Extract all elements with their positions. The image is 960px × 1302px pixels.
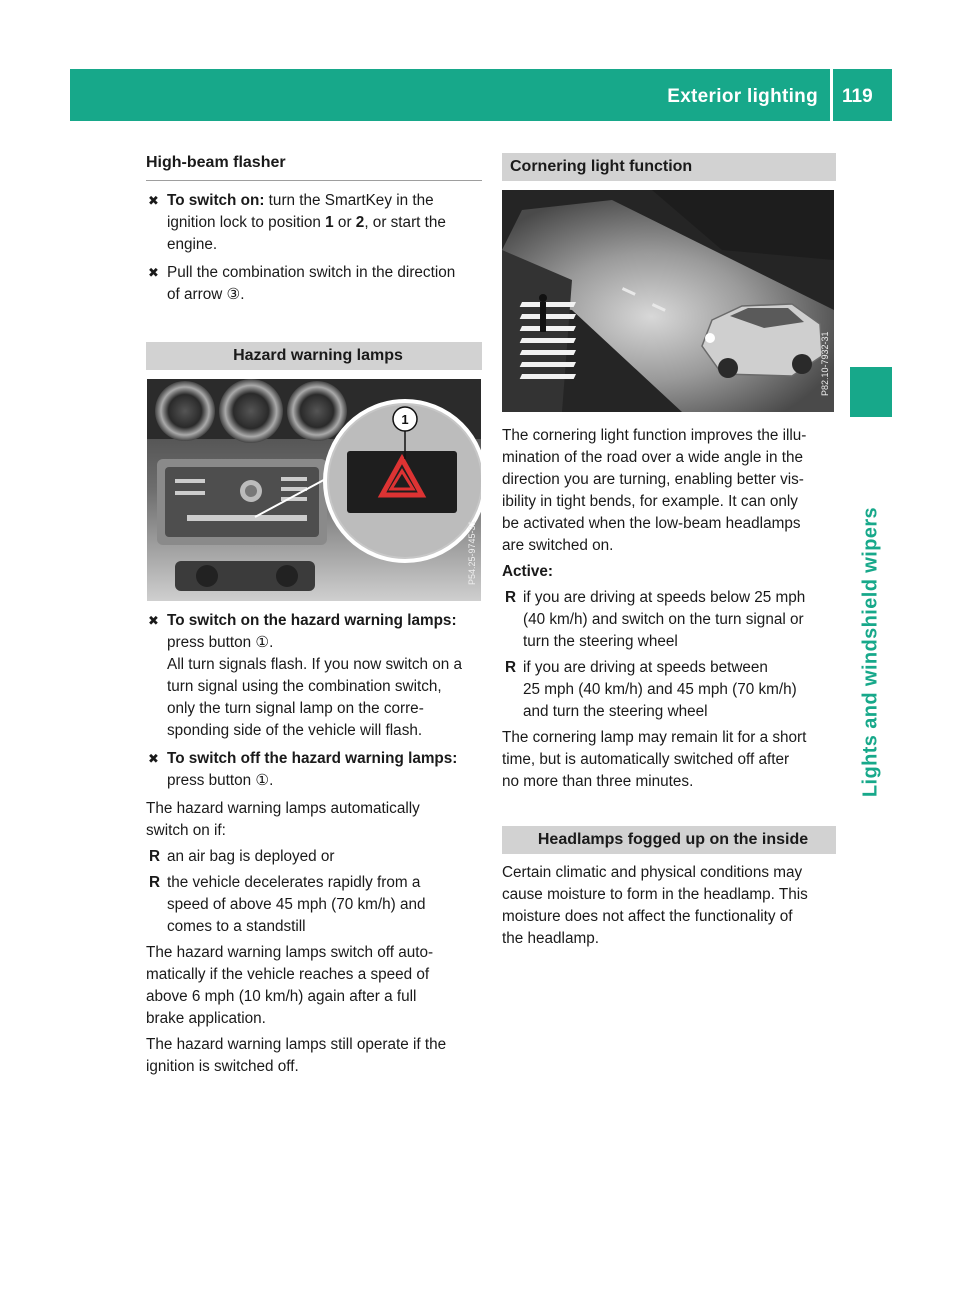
cornering-bullet-2 <box>502 657 836 723</box>
step-label: To switch off the hazard warning lamps: <box>167 750 458 767</box>
paragraph-line: The hazard warning lamps automatically <box>146 800 420 817</box>
step-text: or <box>333 214 356 231</box>
step-label: To switch on the hazard warning lamps: <box>167 612 457 629</box>
headlamps-section <box>502 826 836 954</box>
paragraph-line: moisture does not affect the functionality of <box>502 908 793 925</box>
hazard-image-code: P54.25-9745-31 <box>467 520 477 585</box>
cornering-section <box>502 153 836 181</box>
paragraph-line: the headlamp. <box>502 930 599 947</box>
step-text: press button ①. <box>167 634 274 651</box>
hazard-step-off <box>146 748 482 792</box>
paragraph-line: Certain climatic and physical conditions may <box>502 864 803 881</box>
step-label: To switch on: <box>167 192 265 209</box>
headlamps-heading: Headlamps fogged up on the inside <box>502 826 836 854</box>
high-beam-heading: High-beam flasher <box>146 152 482 181</box>
headlamps-paragraph <box>502 862 836 950</box>
bullet-text: if you are driving at speeds between <box>523 659 768 676</box>
hazard-bullet-1 <box>146 846 482 868</box>
bullet-icon: R <box>505 659 517 676</box>
hazard-bullet-2 <box>146 872 482 938</box>
step-arrow-icon: ✖ <box>148 265 159 280</box>
cornering-heading: Cornering light function <box>502 153 836 181</box>
paragraph-line: be activated when the low-beam headlamps <box>502 515 801 532</box>
bullet-text: 25 mph (40 km/h) and 45 mph (70 km/h) <box>523 681 797 698</box>
cornering-bullet-1 <box>502 587 836 653</box>
step-text: engine. <box>167 236 218 253</box>
bullet-icon: R <box>505 589 517 606</box>
cornering-light-figure <box>502 190 834 412</box>
paragraph-line: time, but is automatically switched off after <box>502 751 790 768</box>
bullet-icon: R <box>149 848 161 865</box>
paragraph-line: direction you are turning, enabling better vis- <box>502 471 804 488</box>
paragraph-line: cause moisture to form in the headlamp. This <box>502 886 808 903</box>
bullet-text: speed of above 45 mph (70 km/h) and <box>167 896 426 913</box>
step-text: Pull the combination switch in the direction <box>167 264 456 281</box>
hazard-step-on <box>146 610 482 742</box>
bullet-text: if you are driving at speeds below 25 mph <box>523 589 806 606</box>
bullet-icon: R <box>149 874 161 891</box>
step-arrow-icon: ✖ <box>148 613 159 628</box>
callout-1: 1 <box>401 412 409 427</box>
paragraph-line: The hazard warning lamps switch off auto- <box>146 944 434 961</box>
paragraph-line: The cornering lamp may remain lit for a short <box>502 729 807 746</box>
paragraph-line: are switched on. <box>502 537 614 554</box>
high-beam-step-1 <box>146 190 482 256</box>
step-text: press button ①. <box>167 772 274 789</box>
bullet-text: comes to a standstill <box>167 918 306 935</box>
page-number: 119 <box>842 86 873 107</box>
step-arrow-icon: ✖ <box>148 751 159 766</box>
paragraph-line: The hazard warning lamps still operate if the <box>146 1036 447 1053</box>
paragraph-line: switch on if: <box>146 822 226 839</box>
hazard-dashboard-figure <box>147 379 481 601</box>
bullet-text: the vehicle decelerates rapidly from a <box>167 874 421 891</box>
hazard-section <box>146 342 482 370</box>
hazard-still-paragraph <box>146 1034 482 1078</box>
paragraph-line: ignition is switched off. <box>146 1058 299 1075</box>
cornering-paragraph-2 <box>502 727 836 793</box>
side-tab-label: Lights and windshield wipers <box>859 506 882 798</box>
paragraph-line: brake application. <box>146 1010 266 1027</box>
step-text: only the turn signal lamp on the corre- <box>167 700 424 717</box>
paragraph-line: mination of the road over a wide angle in the <box>502 449 804 466</box>
bullet-text: turn the steering wheel <box>523 633 678 650</box>
position-2: 2 <box>355 214 365 231</box>
position-1: 1 <box>325 214 334 231</box>
step-text: of arrow ③. <box>167 286 245 303</box>
step-arrow-icon: ✖ <box>148 193 159 208</box>
bullet-text: and turn the steering wheel <box>523 703 708 720</box>
bullet-text: (40 km/h) and switch on the turn signal or <box>523 611 804 628</box>
hazard-off-paragraph <box>146 942 482 1030</box>
paragraph-line: The cornering light function improves the illu- <box>502 427 807 444</box>
left-column <box>146 152 482 312</box>
high-beam-step-2 <box>146 262 482 306</box>
paragraph-line: matically if the vehicle reaches a speed of <box>146 966 430 983</box>
cornering-image-code: P82.10-7932-31 <box>820 331 830 396</box>
step-text: All turn signals flash. If you now switch on a <box>167 656 463 673</box>
cornering-body <box>502 425 836 797</box>
step-text: turn the SmartKey in the <box>264 192 434 209</box>
paragraph-line: ibility in tight bends, for example. It can only <box>502 493 798 510</box>
header-separator <box>830 69 833 121</box>
bullet-text: an air bag is deployed or <box>167 848 335 865</box>
page-section-title: Exterior lighting <box>667 86 818 107</box>
active-label: Active: <box>502 563 554 580</box>
hazard-body <box>146 610 482 1082</box>
hazard-auto-paragraph <box>146 798 482 842</box>
step-text: sponding side of the vehicle will flash. <box>167 722 423 739</box>
step-text: ignition lock to position <box>167 214 326 231</box>
step-text: turn signal using the combination switch, <box>167 678 442 695</box>
side-tab-marker <box>850 367 892 417</box>
step-text: , or start the <box>364 214 446 231</box>
cornering-paragraph-1 <box>502 425 836 557</box>
hazard-heading: Hazard warning lamps <box>146 342 482 370</box>
paragraph-line: no more than three minutes. <box>502 773 694 790</box>
paragraph-line: above 6 mph (10 km/h) again after a full <box>146 988 417 1005</box>
